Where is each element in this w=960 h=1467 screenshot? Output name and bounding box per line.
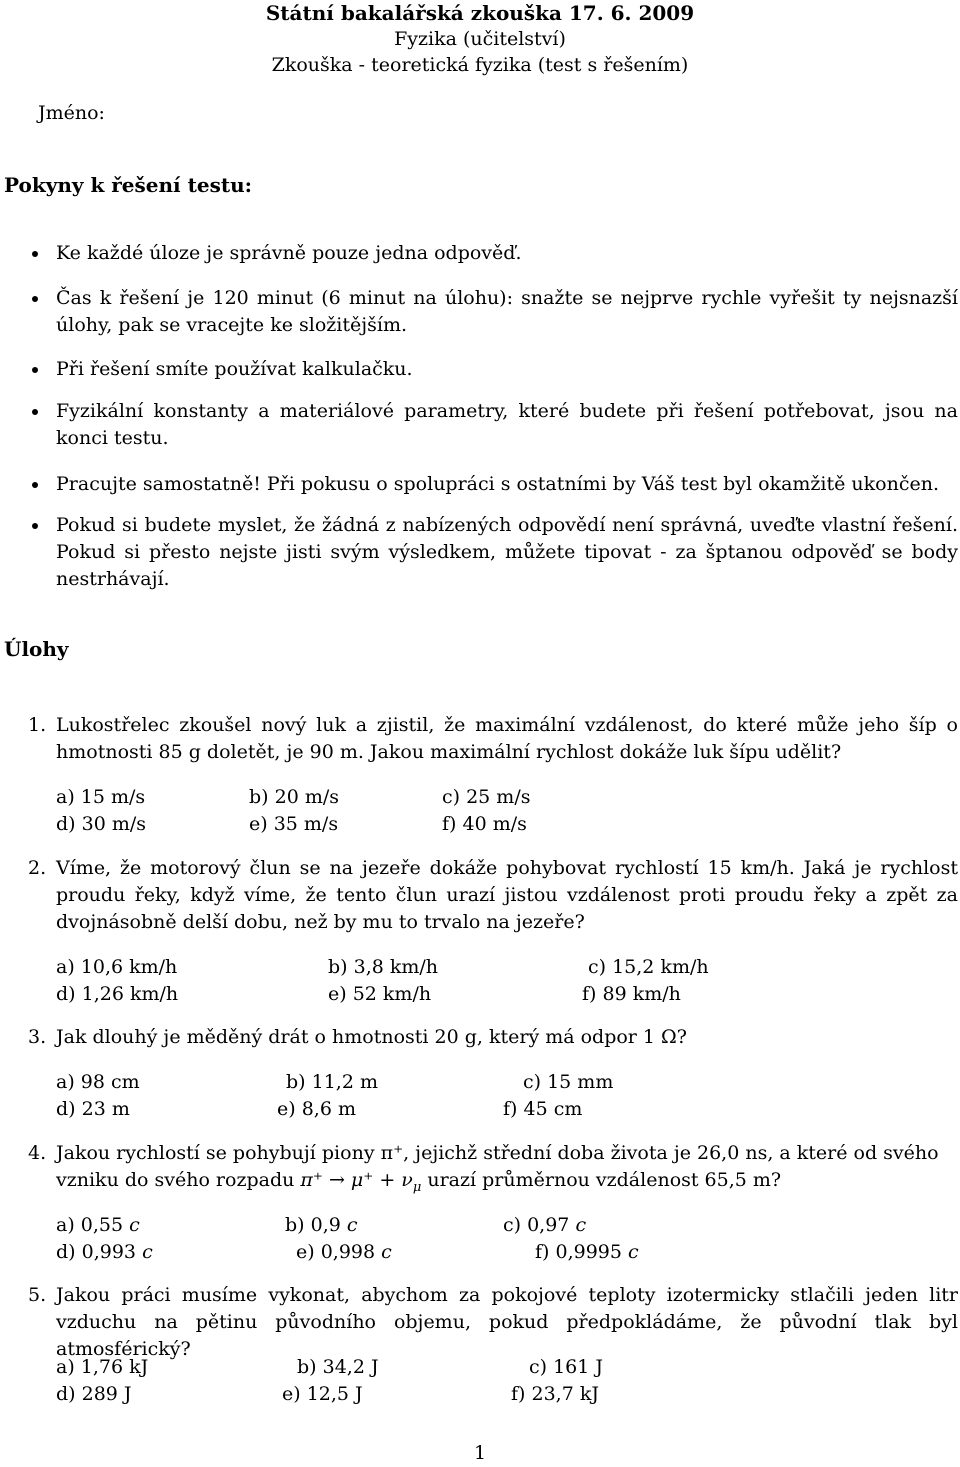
bullet-icon bbox=[32, 482, 38, 488]
task-number: 4. bbox=[28, 1142, 47, 1164]
task-question: Víme, že motorový člun se na jezeře dokáže pohybovat rychlostí 15 km/h. Jaká je rychlost proudu řeky, když víme, že tento člun urazí jistou vzdálenost proti proudu řeky a zpět za dvojnásobně delší dobu, než by mu to trvalo na jezeře? bbox=[56, 857, 958, 933]
task-2-option-d[interactable]: d) 1,26 km/h bbox=[56, 983, 179, 1005]
formula-subscript: μ bbox=[412, 1179, 422, 1195]
task-2-option-e[interactable]: e) 52 km/h bbox=[328, 983, 432, 1005]
bullet-icon bbox=[32, 251, 38, 257]
task-4-option-b[interactable]: b) 0,9 c bbox=[285, 1214, 358, 1236]
tasks-heading: Úlohy bbox=[4, 637, 69, 661]
task-3-option-b[interactable]: b) 11,2 m bbox=[286, 1071, 378, 1093]
task-1-option-a[interactable]: a) 15 m/s bbox=[56, 786, 146, 808]
task-2-option-a[interactable]: a) 10,6 km/h bbox=[56, 956, 178, 978]
task-2-option-f[interactable]: f) 89 km/h bbox=[582, 983, 681, 1005]
instruction-text: Ke každé úloze je správně pouze jedna odpověď. bbox=[56, 242, 522, 264]
instruction-item bbox=[56, 512, 958, 593]
task-5-option-c[interactable]: c) 161 J bbox=[529, 1356, 604, 1378]
task-question-line1: Jakou rychlostí se pohybují piony π⁺, jejichž střední doba života je 26,0 ns, a které od svého bbox=[56, 1142, 939, 1164]
task-4-option-c[interactable]: c) 0,97 c bbox=[503, 1214, 587, 1236]
task-question-line2-start: vzniku do svého rozpadu bbox=[56, 1169, 301, 1191]
task-1-option-c[interactable]: c) 25 m/s bbox=[442, 786, 531, 808]
task-3-option-a[interactable]: a) 98 cm bbox=[56, 1071, 140, 1093]
instruction-text: Čas k řešení je 120 minut (6 minut na úlohu): snažte se nejprve rychle vyřešit ty nejsnazší úlohy, pak se vracejte ke složitějším. bbox=[56, 287, 958, 336]
task-4-option-a[interactable]: a) 0,55 c bbox=[56, 1214, 140, 1236]
bullet-icon bbox=[32, 409, 38, 415]
task-5-option-d[interactable]: d) 289 J bbox=[56, 1383, 132, 1405]
formula-text: π⁺ → μ⁺ + ν bbox=[300, 1169, 413, 1191]
task-1-option-f[interactable]: f) 40 m/s bbox=[442, 813, 527, 835]
task-5-option-b[interactable]: b) 34,2 J bbox=[297, 1356, 379, 1378]
bullet-icon bbox=[32, 523, 38, 529]
task-3-option-c[interactable]: c) 15 mm bbox=[523, 1071, 614, 1093]
exam-title: Státní bakalářská zkouška 17. 6. 2009 bbox=[265, 1, 695, 25]
task-4-option-f[interactable]: f) 0,9995 c bbox=[535, 1241, 639, 1263]
task-number: 5. bbox=[28, 1284, 47, 1306]
task-3-option-d[interactable]: d) 23 m bbox=[56, 1098, 130, 1120]
instruction-text: Pokud si budete myslet, že žádná z nabízených odpovědí není správná, uveďte vlastní řešení. Pokud si přesto nejste jisti svým výsledkem, můžete tipovat - za šptanou odpověď se body nestrhávají. bbox=[56, 514, 958, 590]
task-5-option-a[interactable]: a) 1,76 kJ bbox=[56, 1356, 149, 1378]
task-question: Jak dlouhý je měděný drát o hmotnosti 20 g, který má odpor 1 Ω? bbox=[56, 1026, 687, 1048]
instruction-text: Fyzikální konstanty a materiálové parametry, které budete při řešení potřebovat, jsou na konci testu. bbox=[56, 400, 958, 449]
task-3-option-f[interactable]: f) 45 cm bbox=[503, 1098, 583, 1120]
task-question: Lukostřelec zkoušel nový luk a zjistil, že maximální vzdálenost, do které může jeho šíp o hmotnosti 85 g doletět, je 90 m. Jakou maximální rychlost dokáže luk šípu udělit? bbox=[56, 714, 958, 763]
task-1-option-e[interactable]: e) 35 m/s bbox=[249, 813, 339, 835]
instruction-item bbox=[56, 285, 958, 339]
task-3 bbox=[28, 1024, 958, 1051]
task-question: Jakou práci musíme vykonat, abychom za pokojové teploty izotermicky stlačili jeden litr vzduchu na pětinu původního objemu, pokud předpokládáme, že původní tlak byl atmosférický? bbox=[56, 1284, 958, 1360]
task-1-option-d[interactable]: d) 30 m/s bbox=[56, 813, 146, 835]
task-question-line2-end: urazí průměrnou vzdálenost 65,5 m? bbox=[421, 1169, 782, 1191]
task-5 bbox=[28, 1282, 958, 1363]
instruction-item bbox=[56, 471, 958, 498]
task-5-option-f[interactable]: f) 23,7 kJ bbox=[511, 1383, 599, 1405]
exam-subtitle-field: Fyzika (učitelství) bbox=[394, 28, 566, 50]
task-4-option-e[interactable]: e) 0,998 c bbox=[296, 1241, 392, 1263]
instruction-item bbox=[56, 356, 958, 383]
bullet-icon bbox=[32, 367, 38, 373]
task-3-option-e[interactable]: e) 8,6 m bbox=[277, 1098, 356, 1120]
page-number: 1 bbox=[473, 1442, 487, 1464]
task-2-option-c[interactable]: c) 15,2 km/h bbox=[588, 956, 709, 978]
task-2 bbox=[28, 855, 958, 936]
instructions-heading: Pokyny k řešení testu: bbox=[4, 173, 252, 197]
task-number: 3. bbox=[28, 1026, 47, 1048]
task-5-option-e[interactable]: e) 12,5 J bbox=[282, 1383, 363, 1405]
instruction-text: Pracujte samostatně! Při pokusu o spolupráci s ostatními by Váš test byl okamžitě ukončen. bbox=[56, 473, 940, 495]
name-label: Jméno: bbox=[38, 102, 105, 124]
task-2-option-b[interactable]: b) 3,8 km/h bbox=[328, 956, 439, 978]
instruction-text: Při řešení smíte používat kalkulačku. bbox=[56, 358, 413, 380]
instruction-item bbox=[56, 240, 958, 267]
task-number: 2. bbox=[28, 857, 47, 879]
bullet-icon bbox=[32, 296, 38, 302]
task-1-option-b[interactable]: b) 20 m/s bbox=[249, 786, 339, 808]
instruction-item bbox=[56, 398, 958, 452]
task-4-line2 bbox=[56, 1167, 958, 1201]
task-1 bbox=[28, 712, 958, 766]
exam-subtitle-type: Zkouška - teoretická fyzika (test s řešením) bbox=[271, 54, 689, 76]
task-number: 1. bbox=[28, 714, 47, 736]
decay-formula bbox=[300, 1169, 422, 1195]
task-4 bbox=[28, 1140, 958, 1167]
task-4-option-d[interactable]: d) 0,993 c bbox=[56, 1241, 153, 1263]
